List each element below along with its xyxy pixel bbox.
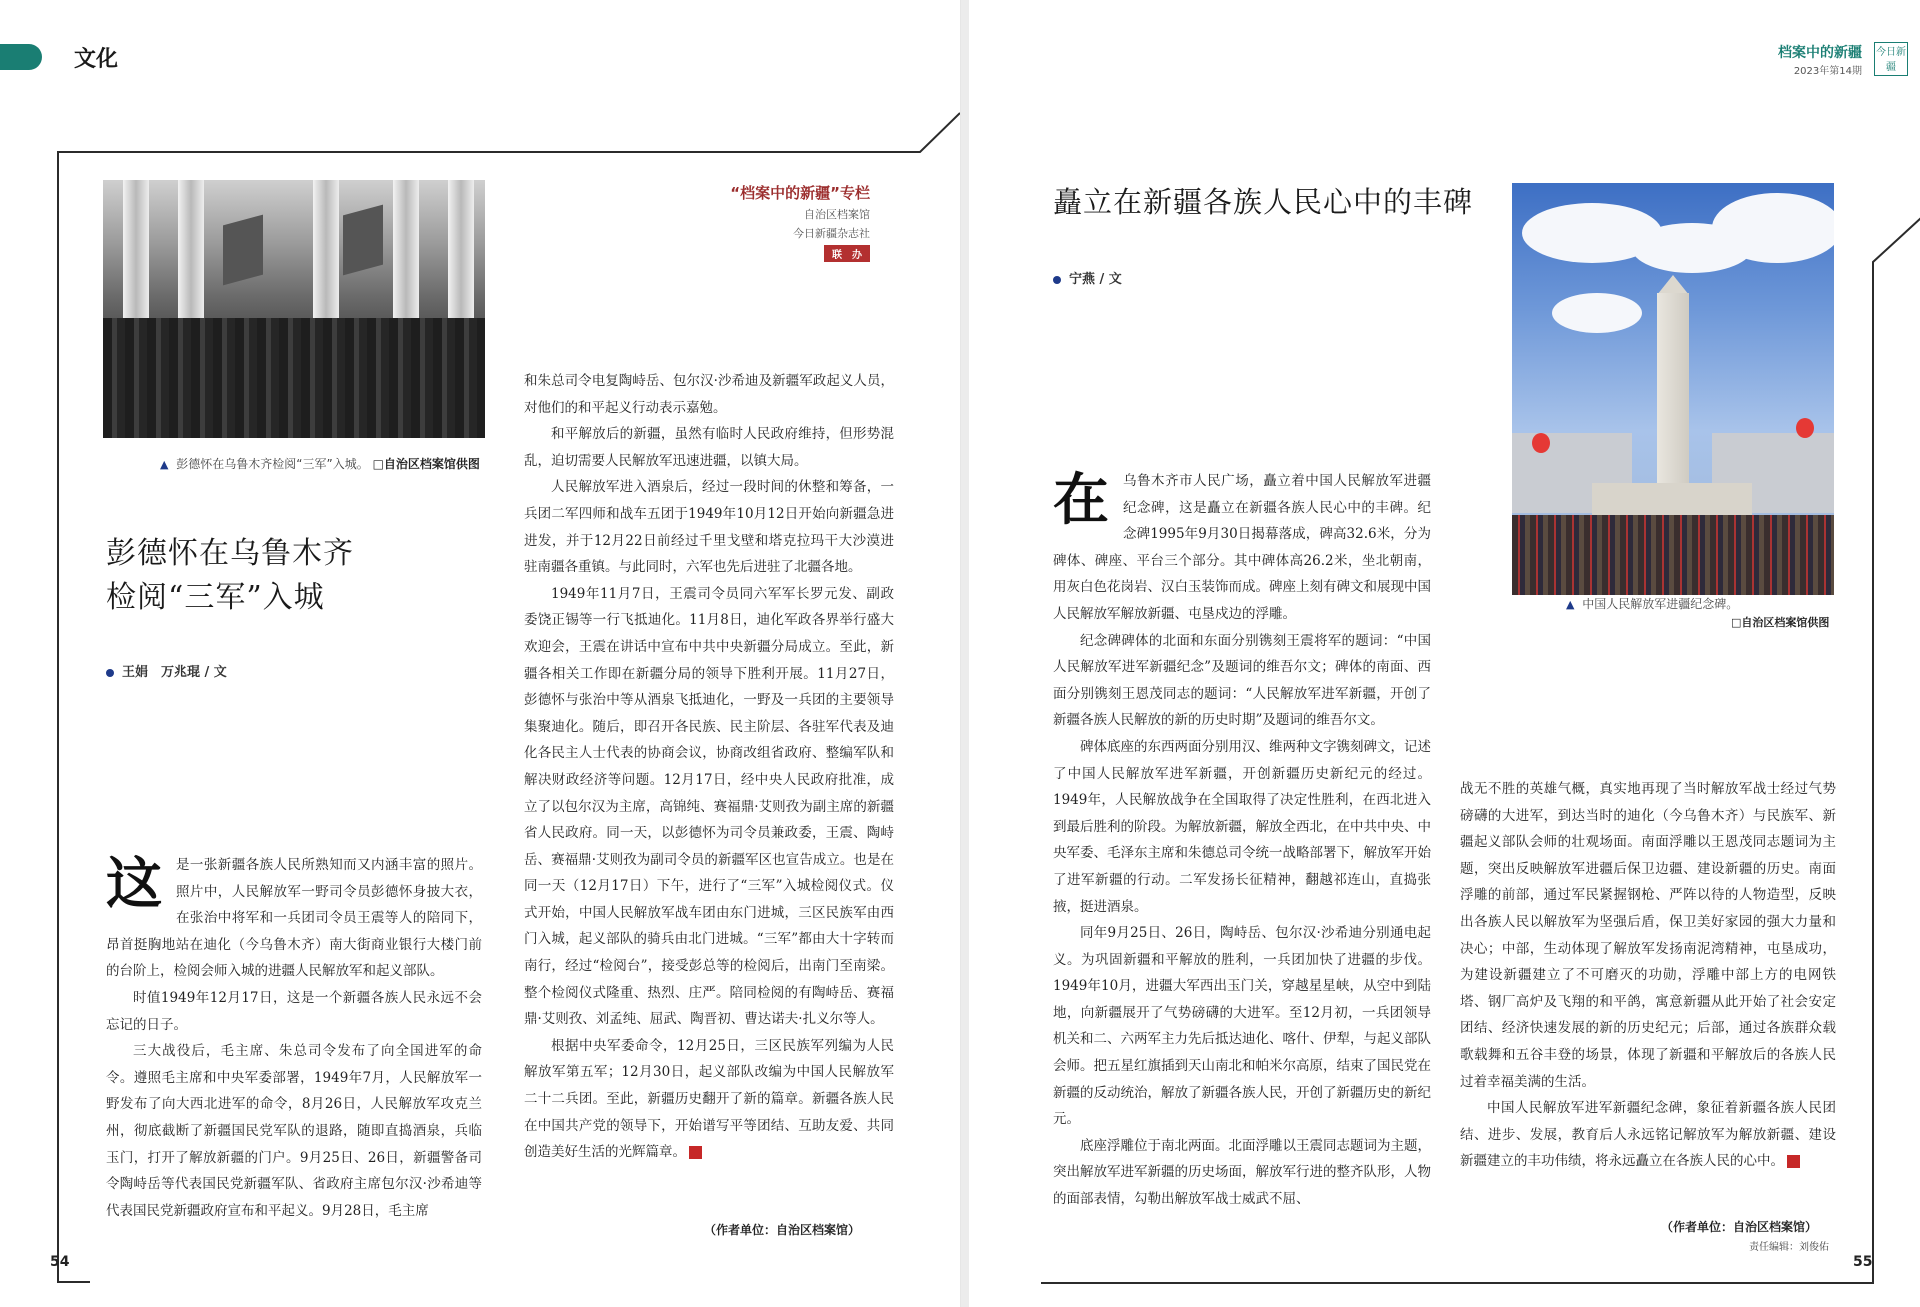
section-label: 文化 xyxy=(74,47,119,72)
column-badge-org1: 自治区档案馆 xyxy=(804,208,870,221)
article-column-left-1: 这 是一张新疆各族人民所熟知而又内涵丰富的照片。照片中，人民解放军一野司令员彭德怀身披大衣，在张治中将军和一兵团司令员王震等人的陪同下，昂首挺胸地站在迪化（今乌鲁木齐）南大街商业银行大楼门前的台阶上，检阅会师入城的进疆人民解放军和起义部队。 时值1949年12月17日，这是一个新疆各族人民永远不会忘记的日子。 三大战役后，毛主席、朱总司令发布了向全国进军的命令。遵照毛主席和中央军委部署，1949年7月，人民解放军一野发布了向大西北进军的命令，8月26日，人民解放军攻克兰州，彻底截断了新疆国民党军队的退路，随即直捣酒泉，兵临玉门，打开了解放新疆的门户。9月25日、26日，新疆警备司令陶峙岳等代表国民党新疆军队、省政府主席包尔汉·沙希迪等代表国民党新疆政府宣布和平起义。9月28日，毛主席 xyxy=(106,851,482,1219)
historical-photo-inspection xyxy=(103,180,485,438)
byline-left: 王娟 万兆琨 / 文 xyxy=(106,661,227,680)
column-badge xyxy=(700,182,870,262)
end-mark-icon: J xyxy=(1787,1155,1800,1168)
column-badge-title: “档案中的新疆”专栏 xyxy=(730,184,870,202)
author-unit-left: （作者单位：自治区档案馆） xyxy=(704,1223,861,1237)
photo-caption-right: ▲ 中国人民解放军进疆纪念碑。 xyxy=(1566,597,1739,611)
page-number-left: 54 xyxy=(50,1254,70,1270)
monument-photo xyxy=(1512,183,1834,595)
article-title-left: 彭德怀在乌鲁木齐 检阅“三军”入城 xyxy=(106,536,354,615)
column-badge-org2: 今日新疆杂志社 xyxy=(793,227,870,240)
byline-right: 宁燕 / 文 xyxy=(1053,268,1122,287)
byline-dot-icon xyxy=(1053,276,1061,284)
photo-credit-right: □自治区档案馆供图 xyxy=(1731,616,1830,629)
masthead-title: 档案中的新疆 xyxy=(1778,45,1862,61)
caption-triangle-icon: ▲ xyxy=(160,458,169,471)
column-badge-tag: 联 办 xyxy=(824,245,870,262)
magazine-logo: 今日新疆 xyxy=(1874,42,1908,76)
right-page xyxy=(960,0,1920,1307)
author-unit-right: （作者单位：自治区档案馆） xyxy=(1661,1220,1818,1234)
end-mark-icon: J xyxy=(689,1146,702,1159)
article-column-right-1: 在 乌鲁木齐市人民广场，矗立着中国人民解放军进疆纪念碑，这是矗立在新疆各族人民心中的丰碑。纪念碑1995年9月30日揭幕落成，碑高32.6米，分为碑体、碑座、平台三个部分。其中碑体高26.2米，坐北朝南，用灰白色花岗岩、汉白玉装饰而成。碑座上刻有碑文和展现中国人民解放军解放新疆、屯垦戍边的浮雕。 纪念碑碑体的北面和东面分别镌刻王震将军的题词：“中国人民解放军进军新疆纪念”及题词的维吾尔文；碑体的南面、西面分别镌刻王恩茂同志的题词：“人民解放军进军新疆，开创了新疆各族人民解放的新的历史时期”及题词的维吾尔文。 碑体底座的东西两面分别用汉、维两种文字镌刻碑文，记述了中国人民解放军进军新疆，开创新疆历史新纪元的经过。1949年，人民解放战争在全国取得了决定性胜利，在西北进入到最后胜利的阶段。为解放新疆，解放全西北，在中共中央、中央军委、毛泽东主席和朱德总司令统一战略部署下，解放军开始了进军新疆的行动。二军发扬长征精神，翻越祁连山，直捣张掖，挺进酒泉。 同年9月25日、26日，陶峙岳、包尔汉·沙希迪分别通电起义。为巩固新疆和平解放的胜利，一兵团加快了进疆的步伐。1949年10月，进疆大军西出玉门关，穿越星星峡，从空中到陆地，向新疆展开了气势磅礴的大进军。至12月初，一兵团领导机关和二、六两军主力先后抵达迪化、喀什、伊犁，与起义部队会师。把五星红旗插到天山南北和帕米尔高原，结束了国民党在新疆的反动统治，解放了新疆各族人民，开创了新疆历史的新纪元。 底座浮雕位于南北两面。北面浮雕以王震同志题词为主题，突出解放军进军新疆的历史场面，解放军行进的整齐队形，人物的面部表情，勾勒出解放军战士威武不屈、 xyxy=(1053,467,1431,1208)
masthead-issue: 2023年第14期 xyxy=(1793,66,1862,77)
editor-credit: 责任编辑：刘俊佑 xyxy=(1749,1242,1829,1253)
photo-caption-left: ▲ 彭德怀在乌鲁木齐检阅“三军”入城。 □自治区档案馆供图 xyxy=(160,457,480,471)
article-column-left-2: 和朱总司令电复陶峙岳、包尔汉·沙希迪及新疆军政起义人员，对他们的和平起义行动表示嘉勉。 和平解放后的新疆，虽然有临时人民政府维持，但形势混乱，迫切需要人民解放军迅速进疆，以镇大局。 人民解放军进入酒泉后，经过一段时间的休整和筹备，一兵团二军四师和战车五团于1949年10月12日开始向新疆急进进发，并于12月22日前经过千里戈壁和塔克拉玛干大沙漠进驻南疆各重镇。与此同时，六军也先后进驻了北疆各地。 1949年11月7日，王震司令员同六军军长罗元发、副政委饶正锡等一行飞抵迪化。11月8日，迪化军政各界举行盛大欢迎会，王震在讲话中宣布中共中央新疆分局成立。至此，新疆各相关工作即在新疆分局的领导下胜利开展。11月27日，彭德怀与张治中等从酒泉飞抵迪化，一野及一兵团的主要领导集聚迪化。随后，即召开各民族、民主阶层、各驻军代表及迪化各民主人士代表的协商会议，协商改组省政府、整编军队和解决财政经济等问题。12月17日，经中央人民政府批准，成立了以包尔汉为主席，高锦纯、赛福鼎·艾则孜为副主席的新疆省人民政府。同一天，以彭德怀为司令员兼政委，王震、陶峙岳、赛福鼎·艾则孜为副司令员的新疆军区也宣告成立。也是在同一天（12月17日）下午，进行了“三军”入城检阅仪式。仪式开始，中国人民解放军战车团由东门进城，三区民族军由西门入城，起义部队的骑兵由北门进城。“三军”都由大十字转而南行，经过“检阅台”，接受彭总等的检阅后，出南门至南梁。整个检阅仪式隆重、热烈、庄严。陪同检阅的有陶峙岳、赛福鼎·艾则孜、刘孟纯、屈武、陶晋初、曹达诺夫·扎义尔等人。 根据中央军委命令，12月25日，三区民族军列编为人民解放军第五军；12月30日，起义部队改编为中国人民解放军二十二兵团。至此，新疆历史翻开了新的篇章。新疆各族人民在中国共产党的领导下，开始谱写平等团结、互助友爱、共同创造美好生活的光辉篇章。 J xyxy=(524,373,894,1161)
article-title-right: 矗立在新疆各族人民心中的丰碑 xyxy=(1053,185,1474,219)
byline-dot-icon xyxy=(106,669,114,677)
dropcap-left: 这 xyxy=(106,851,162,917)
dropcap-right: 在 xyxy=(1053,467,1109,533)
article-column-right-2: 战无不胜的英雄气概，真实地再现了当时解放军战士经过气势磅礴的大进军，到达当时的迪化（今乌鲁木齐）与民族军、新疆起义部队会师的壮观场面。南面浮雕以王恩茂同志题词为主题，突出反映解放军进疆后保卫边疆、建设新疆的历史。南面浮雕的前部，通过军民紧握钢枪、严阵以待的人物造型，反映出各族人民以解放军为坚强后盾，保卫美好家园的强大力量和决心；中部，生动体现了解放军发扬南泥湾精神，屯垦成功，为建设新疆建立了不可磨灭的功勋，浮雕中部上方的电网铁塔、钢厂高炉及飞翔的和平鸽，寓意新疆从此开始了社会安定团结、经济快速发展的新的历史纪元；后部，通过各族群众载歌载舞和五谷丰登的场景，体现了新疆和平解放后的各族人民过着幸福美满的生活。 中国人民解放军进军新疆纪念碑，象征着新疆各族人民团结、进步、发展，教育后人永远铭记解放军为解放新疆、建设新疆建立的丰功伟绩，将永远矗立在各族人民的心中。 J xyxy=(1460,781,1836,1170)
caption-triangle-icon: ▲ xyxy=(1566,598,1575,611)
page-number-right: 55 xyxy=(1853,1254,1873,1270)
